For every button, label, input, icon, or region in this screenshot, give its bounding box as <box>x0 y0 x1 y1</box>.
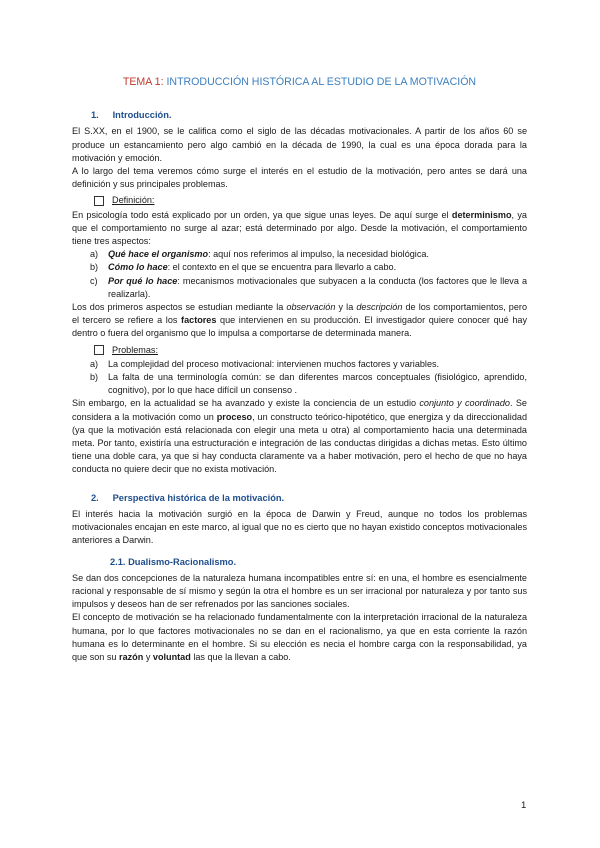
italic-term: descripción <box>356 302 403 313</box>
aspect-text: : aquí nos referimos al impulso, la necesidad biológica. <box>208 249 429 260</box>
problem-text: La falta de una terminología común: se dan diferentes marcos conceptuales (fisiológico, aprendido, cognitivo), por lo que hace difícil un consenso . <box>108 372 527 396</box>
text-run: . Se considera a la motivación como un <box>72 398 527 422</box>
list-marker: a) <box>90 358 99 369</box>
paragraph <box>72 611 527 664</box>
list-item <box>72 275 527 301</box>
bold-term: razón <box>119 651 144 662</box>
problems-list <box>72 358 527 398</box>
checkbox-icon <box>94 345 104 355</box>
page-title <box>72 76 527 89</box>
bold-term: factores <box>181 315 217 326</box>
text-run: las que la llevan a cabo. <box>190 651 291 662</box>
title-topic-name: INTRODUCCIÓN HISTÓRICA AL ESTUDIO DE LA MOTIVACIÓN <box>166 76 477 88</box>
list-marker: b) <box>90 262 99 273</box>
paragraph <box>72 397 527 476</box>
text-run: y <box>143 651 153 662</box>
bold-term: voluntad <box>152 651 191 662</box>
problem-text: La complejidad del proceso motivacional: intervienen muchos factores y variables. <box>108 358 440 369</box>
spacer <box>72 477 527 492</box>
paragraph: Se dan dos concepciones de la naturaleza humana incompatibles entre sí: en una, el hombre es esencialmente racional y responsable de sí mismo y según la otra el hombre es un ser irracional por naturaleza y por tanto sus impulsos y deseos han de ser refrenados por las sanciones sociales. <box>72 572 527 610</box>
text-run: En psicología todo está explicado por un orden, ya que sigue unas leyes. De aquí surge el <box>72 209 452 220</box>
list-marker: c) <box>90 275 98 286</box>
section-1-heading <box>72 109 527 122</box>
title-topic-label: TEMA 1: <box>122 76 164 88</box>
aspect-term: Cómo lo hace <box>108 262 168 273</box>
page-number: 1 <box>521 800 527 811</box>
section-1-title: Introducción. <box>112 110 172 121</box>
aspect-text: : mecanismos motivacionales que subyacen a la conducta (los factores que le lleva a realizarla). <box>108 275 528 299</box>
text-run: y la <box>335 302 357 313</box>
aspect-term: Por qué lo hace <box>108 275 178 286</box>
italic-term: observación <box>286 302 336 313</box>
text-run: Los dos primeros aspectos se estudian mediante la <box>72 302 287 313</box>
paragraph: A lo largo del tema veremos cómo surge el interés en el estudio de la motivación, pero antes se dará una definición y sus principales problemas. <box>72 166 527 190</box>
section-1-number: 1. <box>91 110 99 121</box>
text-run: de los comportamientos, pero el tercero se refiere a los <box>72 302 527 326</box>
section-2-title: Perspectiva histórica de la motivación. <box>112 492 285 503</box>
list-item <box>72 371 527 397</box>
paragraph: El interés hacia la motivación surgió en la época de Darwin y Freud, aunque no todos los problemas motivacionales encajan en este marco, al igual que no es cierto que no hayan existido conceptos motivacionales anteriores a Darwin. <box>72 508 527 546</box>
text-run: , ya que el comportamiento no surge al azar; está determinado por algo. Desde la motivación, el comportamiento tiene tres aspectos: <box>72 209 527 247</box>
bold-term: proceso <box>216 411 253 422</box>
text-run: que intervienen en su producción. El investigador quiere conocer qué hay dentro o fuera del organismo que lo impulsa a comportarse de determinada manera. <box>72 315 527 339</box>
aspect-text: : el contexto en el que se encuentra para llevarlo a cabo. <box>167 262 397 273</box>
paragraph <box>72 209 527 249</box>
definition-label: Definición: <box>112 195 155 206</box>
text-run: , un constructo teórico-hipotético, que energiza y da direccionalidad (ya que la motivación está relacionada con elegir una meta u otra) al comportamiento hacia una determinada meta. Por tanto, existiría una estructuración e integración de las conductas dirigidas a dichas metas. Esto último tiene una doble cara, ya que si hay conducta claramente va a haber motivación, pero el hecho de que no haya conducta no quiere decir que no exista motivación. <box>72 411 528 475</box>
list-marker: a) <box>90 249 99 260</box>
subsection-2-1-heading: 2.1. Dualismo-Racionalismo. <box>110 556 237 567</box>
definition-subheading <box>94 194 527 207</box>
problems-label: Problemas: <box>112 344 158 355</box>
list-item <box>72 358 527 371</box>
italic-term: conjunto y coordinado <box>419 398 510 409</box>
section-2-heading <box>72 492 527 505</box>
section-2-number: 2. <box>91 492 99 503</box>
list-item <box>72 261 527 274</box>
paragraph <box>72 301 527 341</box>
aspect-term: Qué hace el organismo <box>108 249 209 260</box>
page-content <box>72 76 527 664</box>
text-run: Sin embargo, en la actualidad se ha avanzado y existe la conciencia de un estudio <box>72 398 420 409</box>
bold-term: determinismo <box>451 209 512 220</box>
aspects-list <box>72 248 527 301</box>
checkbox-icon <box>94 196 104 206</box>
paragraph: El S.XX, en el 1900, se le califica como el siglo de las décadas motivacionales. A partir de los años 60 se produce un estancamiento pero algo cambió en la década de 1990, la cual es una época dorada para la motivación y emoción. <box>72 126 527 163</box>
problems-subheading <box>94 344 527 357</box>
list-item <box>72 248 527 261</box>
text-run: El concepto de motivación se ha relacionado fundamentalmente con la interpretación irracional de la naturaleza humana, por lo que factores motivacionales no se dan en el racionalismo, ya que en esta corriente la razón humana es lo determinante en el hombre. Si su elección es necia el hombre carga con la responsabilidad, ya que son su <box>72 612 527 662</box>
list-marker: b) <box>90 372 99 383</box>
